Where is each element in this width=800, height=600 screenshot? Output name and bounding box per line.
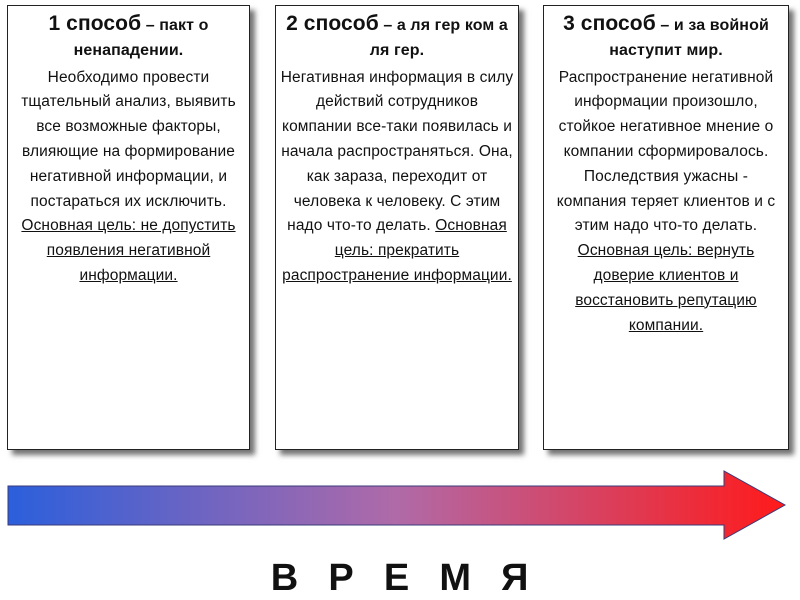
method-1-description: Необходимо провести тщательный анализ, выявить все возможные факторы, влияющие на формирование негативной информации, и постараться их исключить.: [21, 68, 236, 210]
time-arrow-shape: [8, 471, 785, 539]
method-1-name: – пакт о ненападении.: [73, 17, 209, 59]
method-3-goal: Основная цель: вернуть доверие клиентов и восстановить репутацию компании.: [575, 242, 757, 334]
method-2-number: 2 способ: [286, 12, 379, 35]
method-1-number: 1 способ: [48, 12, 142, 35]
method-3-number: 3 способ: [563, 12, 656, 35]
time-label: В Р Е М Я: [270, 557, 530, 599]
method-2-text: [280, 66, 514, 289]
method-2-title: [280, 12, 514, 64]
method-3-name: – и за войной наступит мир.: [609, 17, 769, 59]
method-3-card: [543, 5, 789, 450]
method-2-name: – а ля гер ком а ля гер.: [369, 17, 508, 59]
method-1-title: [12, 12, 245, 64]
time-arrow: [6, 469, 788, 541]
method-3-description: Распространение негативной информации произошло, стойкое негативное мнение о компании сформировалось. Последствия ужасны - компания теряет клиентов и с этим надо что-то делать.: [556, 68, 776, 235]
method-3-text: [548, 66, 784, 339]
method-3-title: [548, 12, 784, 64]
method-1-goal: Основная цель: не допустить появления негативной информации.: [21, 217, 236, 284]
method-1-card: [7, 5, 250, 450]
method-2-description: Негативная информация в силу действий сотрудников компании все-таки появилась и начала распространяться. Она, как зараза, переходит от человека к человеку. С этим надо что-то делать.: [280, 68, 514, 235]
method-2-card: [275, 5, 519, 450]
method-2-goal: Основная цель: прекратить распространение информации.: [282, 217, 512, 284]
method-1-text: [12, 66, 245, 289]
